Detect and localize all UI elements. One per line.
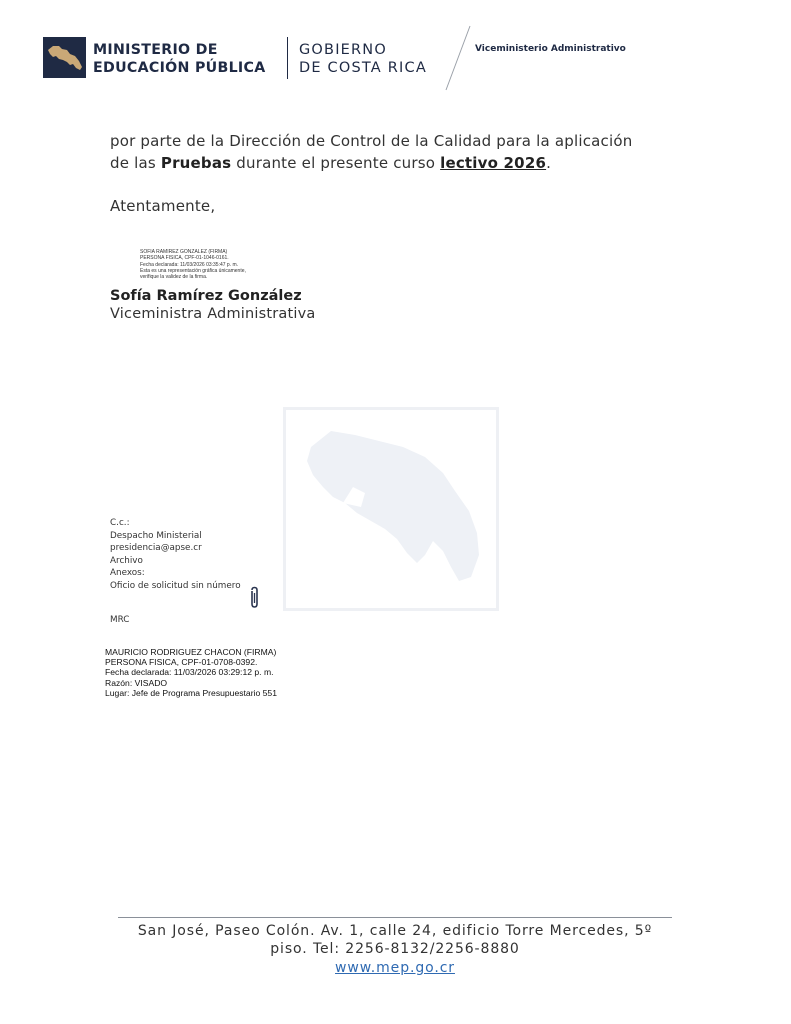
digital-signature-stamp — [140, 249, 246, 280]
signer-name: Sofía Ramírez González — [110, 288, 302, 304]
signature-stamp-line: verifique la validez de la firma. — [140, 274, 208, 281]
costa-rica-map-icon — [43, 37, 86, 78]
government-name — [299, 41, 427, 77]
signer-title: Viceministra Administrativa — [110, 306, 316, 322]
body-text-segment: de las — [110, 154, 161, 172]
body-text-segment: durante el presente curso — [231, 154, 441, 172]
signature-stamp-line: Fecha declarada: 11/03/2026 03:35:47 p. m. — [140, 261, 239, 268]
visado-line: PERSONA FISICA, CPF-01-0708-0392. — [105, 657, 258, 668]
header-slash-divider — [440, 25, 480, 91]
author-initials: MRC — [110, 615, 130, 625]
body-underlined-term: lectivo 2026 — [440, 154, 547, 172]
ministry-name-line-1: MINISTERIO DE — [93, 42, 218, 58]
carbon-copy-section — [110, 517, 241, 593]
visado-signature-block — [105, 647, 277, 698]
website-link[interactable]: www.mep.go.cr — [335, 960, 455, 976]
ministry-name — [93, 41, 266, 77]
body-paragraph-line-1: por parte de la Dirección de Control de la Calidad para la aplicación — [110, 132, 633, 150]
footer-address-line-1: San José, Paseo Colón. Av. 1, calle 24, edificio Torre Mercedes, 5º — [137, 923, 653, 939]
government-name-line-1: GOBIERNO — [299, 42, 387, 58]
cc-recipient: presidencia@apse.cr — [110, 543, 202, 554]
visado-line: Razón: VISADO — [105, 677, 168, 688]
footer-divider — [118, 917, 672, 918]
visado-line: Lugar: Jefe de Programa Presupuestario 551 — [105, 687, 277, 698]
annex-item: Oficio de solicitud sin número — [110, 580, 241, 591]
signature-stamp-line: PERSONA FISICA, CPF-01-1046-0161. — [140, 255, 229, 262]
visado-line: Fecha declarada: 11/03/2026 03:29:12 p. m. — [105, 667, 274, 678]
body-text-segment: . — [546, 154, 552, 172]
cc-label: C.c.: — [110, 518, 130, 528]
signature-stamp-line: Esta es una representación gráfica únicamente, — [140, 267, 246, 274]
annex-label: Anexos: — [110, 568, 145, 579]
footer-address-line-2: piso. Tel: 2256-8132/2256-8880 — [270, 941, 520, 957]
ministry-name-line-2: EDUCACIÓN PÚBLICA — [93, 60, 266, 76]
header-divider — [287, 37, 288, 79]
ministry-logo — [43, 37, 86, 78]
signature-stamp-line: SOFIA RAMIREZ GONZALEZ (FIRMA) — [140, 249, 228, 255]
body-paragraph-line-2 — [110, 154, 551, 172]
cc-recipient: Archivo — [110, 555, 143, 566]
watermark-map-icon — [283, 407, 499, 611]
body-bold-term: Pruebas — [160, 154, 232, 172]
paperclip-icon[interactable] — [248, 586, 260, 610]
visado-line: MAURICIO RODRIGUEZ CHACON (FIRMA) — [105, 647, 277, 657]
government-name-line-2: DE COSTA RICA — [299, 60, 427, 76]
cc-recipient: Despacho Ministerial — [110, 530, 202, 541]
closing-salutation: Atentamente, — [110, 197, 216, 215]
office-name: Viceministerio Administrativo — [475, 44, 626, 54]
